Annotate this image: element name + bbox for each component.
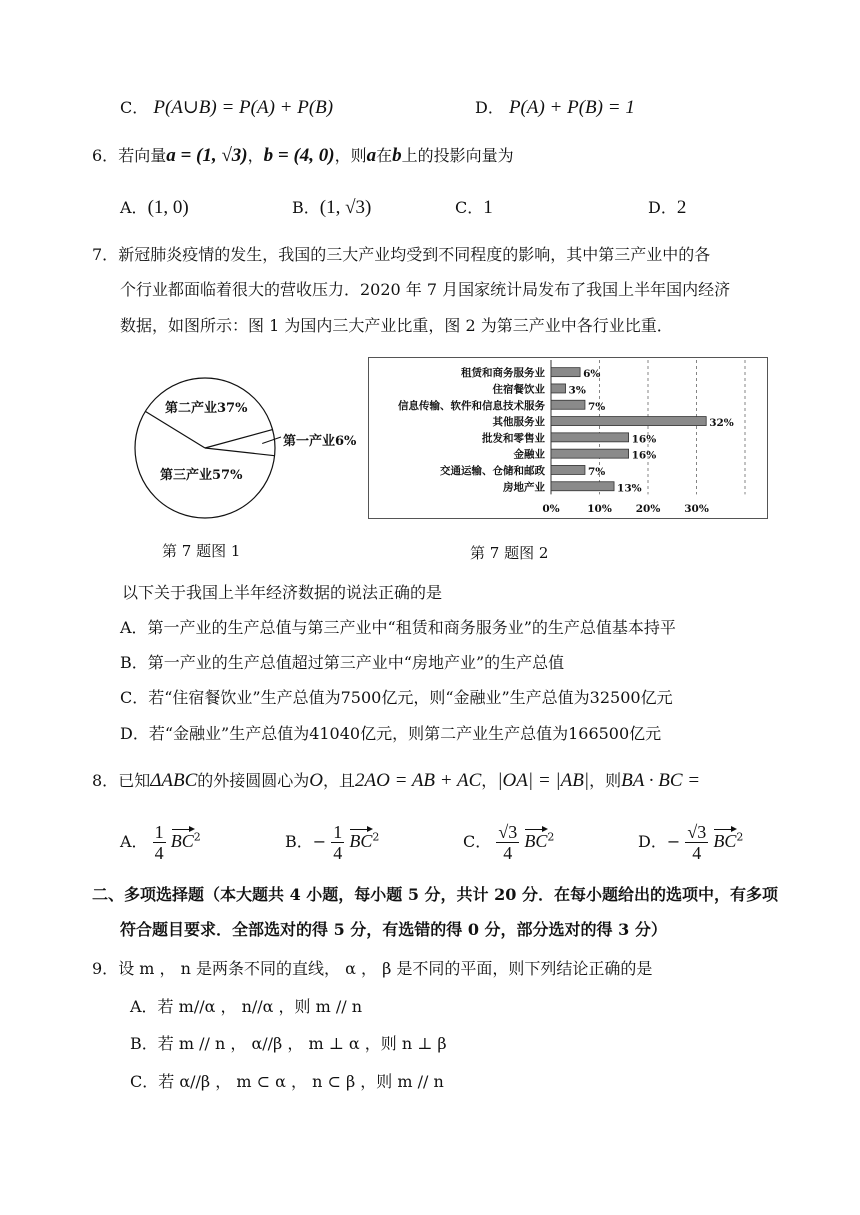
bar-value-label: 3% (568, 384, 586, 397)
figure2-caption: 第 7 题图 2 (470, 544, 549, 562)
bar-category-label: 住宿餐饮业 (492, 383, 545, 396)
q6-text-a: 若向量 (118, 146, 167, 165)
q6-stem (92, 145, 514, 167)
q8-option-c-fraction (496, 822, 519, 863)
bar-x-tick-label: 0% (542, 503, 560, 515)
figure1-caption: 第 7 题图 1 (162, 542, 241, 560)
pie-label-secondary: 第二产业37% (165, 401, 248, 416)
q6-option-b-label: B． (292, 198, 320, 217)
pie-label-tertiary: 第三产业57% (160, 468, 243, 483)
bar (551, 433, 629, 442)
bar (551, 417, 706, 426)
q5-option-c (120, 96, 333, 120)
q7-option-d: D．若“金融业”生产总值为41040亿元，则第二产业生产总值为166500亿元 (120, 724, 662, 743)
bar-category-label: 其他服务业 (492, 416, 545, 429)
q8-option-a-fraction (153, 822, 166, 863)
q5-option-d-label: D． (475, 98, 504, 117)
bar-category-label: 交通运输、仓储和邮政 (440, 464, 545, 477)
bar (551, 384, 566, 393)
q8-option-d (638, 822, 743, 863)
q8-option-b-den: 4 (333, 843, 343, 863)
q8-stem (92, 770, 700, 792)
q8-text-e: ，则 (589, 771, 622, 790)
q6-option-a-label: A． (120, 198, 148, 217)
bar-x-tick-label: 30% (684, 503, 709, 515)
q8-option-a-vector: BC (170, 831, 194, 851)
q5-option-c-expr: P(A∪B) = P(A) + P(B) (153, 97, 334, 118)
q7-line2: 个行业都面临着很大的营收压力．2020 年 7 月国家统计局发布了我国上半年国内经济 (120, 280, 731, 299)
bar (551, 482, 614, 491)
q8-option-b (285, 822, 379, 863)
q6-option-b (292, 196, 371, 220)
pie-label-primary: 第一产业6% (283, 434, 357, 449)
q8-option-b-sq: 2 (372, 830, 380, 844)
q8-option-d-num: √3 (687, 822, 707, 842)
q8-option-a (120, 822, 201, 863)
bar-chart (369, 358, 767, 518)
q6-text-d: 上的投影向量为 (401, 146, 514, 165)
q8-text-b: 的外接圆圆心为 (197, 771, 310, 790)
q7-number: 7． (92, 245, 119, 264)
q6-option-c-label: C． (455, 198, 484, 217)
bar-category-label: 金融业 (513, 448, 545, 461)
bar-category-label: 批发和零售业 (482, 432, 545, 445)
q8-option-c-den: 4 (503, 843, 513, 863)
q6-option-a (120, 196, 189, 220)
q7-text-line1: 新冠肺炎疫情的发生，我国的三大产业均受到不同程度的影响，其中第三产业中的各 (118, 245, 711, 264)
bar (551, 400, 585, 409)
q8-equation-2: |OA| = |AB| (497, 770, 590, 791)
q8-option-b-label: B． (285, 832, 313, 851)
bar-chart-frame (368, 357, 768, 519)
q8-option-b-sign: − (312, 832, 327, 851)
q8-option-d-den: 4 (692, 843, 702, 863)
q7-line3: 数据，如图所示：图 1 为国内三大产业比重，图 2 为第三产业中各行业比重． (120, 316, 673, 335)
q8-triangle: ΔABC (150, 770, 198, 791)
q8-center-o: O (309, 770, 323, 791)
q6-option-a-value: (1, 0) (147, 197, 189, 218)
bar (551, 368, 580, 377)
q6-sep: ， (247, 146, 264, 165)
q6-b: b (392, 145, 402, 166)
q8-option-c-vector: BC (524, 831, 548, 851)
q5-option-d (475, 96, 635, 120)
q6-vector-a: a = (1, √3) (166, 145, 248, 166)
q8-option-a-den: 4 (154, 843, 164, 863)
section2-heading-line2: 符合题目要求．全部选对的得 5 分，有选错的得 0 分，部分选对的得 3 分） (120, 920, 667, 939)
bar-category-label: 信息传输、软件和信息技术服务 (398, 399, 545, 412)
q6-option-c (455, 196, 493, 220)
q7-option-b: B．第一产业的生产总值超过第三产业中“房地产业”的生产总值 (120, 653, 565, 672)
q6-a: a (366, 145, 377, 166)
bar-value-label: 6% (583, 368, 601, 381)
q9-stem (92, 958, 652, 980)
bar-value-label: 16% (631, 433, 657, 446)
q6-vector-b: b = (4, 0) (263, 145, 335, 166)
q8-option-b-num: 1 (333, 822, 343, 842)
q7-option-a: A．第一产业的生产总值与第三产业中“租赁和商务服务业”的生产总值基本持平 (120, 618, 676, 637)
q9-stem-text: 设 m ， n 是两条不同的直线， α ， β 是不同的平面，则下列结论正确的是 (118, 959, 653, 978)
bar-category-label: 房地产业 (503, 481, 545, 494)
bar-x-tick-label: 20% (635, 503, 661, 515)
q8-text-d: ， (481, 771, 498, 790)
bar-x-tick-label: 10% (587, 503, 612, 515)
q9-option-c: C．若 α//β ， m ⊂ α ， n ⊂ β ，则 m // n (130, 1072, 444, 1091)
q8-text-a: 已知 (118, 771, 151, 790)
bar-value-label: 32% (709, 417, 734, 430)
q8-option-c-label: C． (463, 832, 492, 851)
q5-option-d-expr: P(A) + P(B) = 1 (508, 97, 635, 118)
q9-option-a: A．若 m//α ， n//α ，则 m // n (130, 997, 363, 1016)
q8-option-d-sign: − (666, 832, 681, 851)
q6-text-b: ，则 (334, 146, 367, 165)
q7-line1 (92, 244, 710, 266)
q6-number: 6． (92, 146, 119, 165)
q8-number: 8． (92, 771, 119, 790)
q6-option-d-value: 2 (676, 197, 687, 218)
bar-value-label: 7% (587, 400, 606, 413)
bar-value-label: 13% (617, 482, 642, 495)
q8-option-c-sq: 2 (547, 830, 555, 844)
q6-option-b-value: (1, √3) (319, 197, 372, 218)
q8-option-c-num: √3 (498, 822, 518, 842)
q8-option-b-fraction (331, 822, 344, 863)
q8-equation-3: BA · BC = (621, 770, 701, 791)
q8-option-a-sq: 2 (193, 830, 201, 844)
q9-option-b: B．若 m // n ， α//β ， m ⊥ α ，则 n ⊥ β (130, 1034, 447, 1053)
q6-option-d-label: D． (648, 198, 677, 217)
section2-heading-line1: 二、多项选择题（本大题共 4 小题，每小题 5 分，共计 20 分．在每小题给出的选项中，有多项 (92, 885, 778, 904)
q6-text-c: 在 (376, 146, 393, 165)
bar (551, 465, 585, 474)
bar (551, 449, 629, 458)
q8-option-d-label: D． (638, 832, 667, 851)
q8-option-d-sq: 2 (736, 830, 744, 844)
q7-option-c: C．若“住宿餐饮业”生产总值为7500亿元，则“金融业”生产总值为32500亿元 (120, 688, 673, 707)
pie-chart (125, 375, 375, 525)
q6-option-d (648, 196, 686, 220)
q8-option-d-fraction (685, 822, 708, 863)
q8-option-b-vector: BC (349, 831, 373, 851)
q8-equation-1: 2AO = AB + AC (355, 770, 482, 791)
q8-text-c: ，且 (323, 771, 356, 790)
pie-slices (135, 378, 281, 518)
bar-category-label: 租赁和商务服务业 (461, 367, 545, 380)
q6-option-c-value: 1 (483, 197, 493, 218)
q8-option-c (463, 822, 554, 863)
q9-number: 9． (92, 959, 119, 978)
q8-option-a-label: A． (120, 832, 148, 851)
q5-option-c-label: C． (120, 98, 149, 117)
q7-question: 以下关于我国上半年经济数据的说法正确的是 (122, 583, 443, 602)
bar-value-label: 7% (587, 465, 606, 478)
q8-option-a-num: 1 (154, 822, 164, 842)
q8-option-d-vector: BC (713, 831, 737, 851)
bar-value-label: 16% (631, 449, 657, 462)
